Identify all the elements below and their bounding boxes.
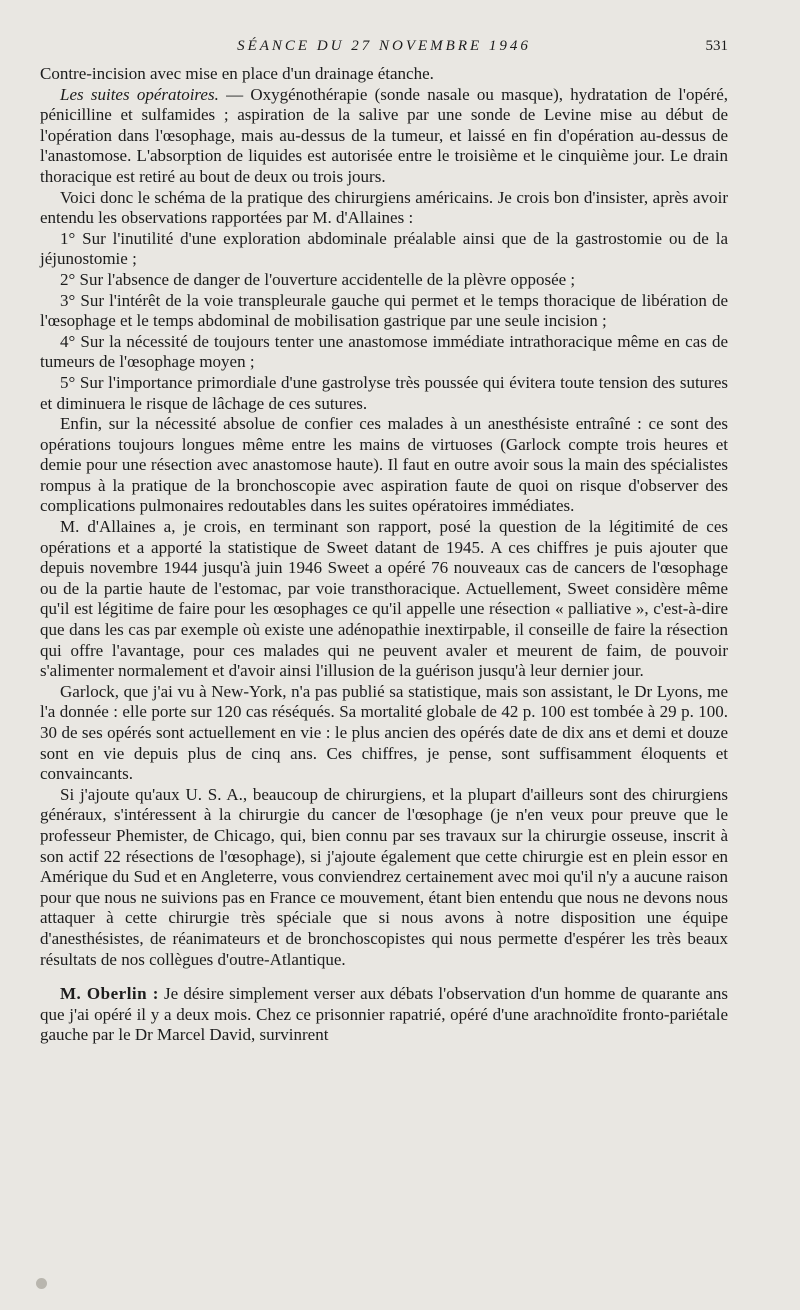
paragraph-text: 5° Sur l'importance primordiale d'une gastrolyse très poussée qui évitera toute tension des sutures et diminuera le risque de lâchage de ces sutures. [40,372,728,413]
list-item [40,332,728,373]
paragraph [40,984,728,1046]
paper-stain [36,1278,47,1289]
article-body [40,64,728,1046]
header-title: SÉANCE DU 27 NOVEMBRE 1946 [237,38,531,54]
running-header [40,38,728,64]
paragraph-text: Je désire simplement verser aux débats l'observation d'un homme de quarante ans que j'ai opéré il y a deux mois. Chez ce prisonnier rapatrié, opéré d'une arachnoïdite fronto-pariétale gauche par le Dr Marcel David, survinrent [40,984,728,1045]
list-item [40,270,728,291]
paragraph-text: Si j'ajoute qu'aux U. S. A., beaucoup de chirurgiens, et la plupart d'ailleurs sont des chirurgiens généraux, s'intéressent à la chirurgie du cancer de l'œsophage (je n'en veux pour preuve que le professeur Phemister, de Chicago, qui, bien connu par ses travaux sur la chirurgie osseuse, inscrit à son actif 22 résections de l'œsophage), si j'ajoute également que cette chirurgie est en plein essor en Amérique du Sud et en Angleterre, vous conviendrez certainement avec moi qu'il n'y a aucune raison pour que nous ne suivions pas en France ce mouvement, étant bien entendu que nous ne devons nous attaquer à cette chirurgie très spéciale que si nous avons à notre disposition une équipe d'anesthésistes, de réanimateurs et de bronchoscopistes qui nous permette d'espérer les très beaux résultats de nos collègues d'outre-Atlantique. [40,784,728,969]
paragraph-text: M. d'Allaines a, je crois, en terminant son rapport, posé la question de la légitimité de ces opérations et a apporté la statistique de Sweet datant de 1945. A ces chiffres je puis ajouter que depuis novembre 1944 jusqu'à juin 1946 Sweet a opéré 76 nouveaux cas de cancers de l'œsophage ou de la partie haute de l'estomac, par voie transthoracique. Actuellement, Sweet considère même qu'il est légitime de faire pour les œsophages ce qu'il appelle une résection « palliative », c'est-à-dire que dans les cas par exemple où existe une adénopathie inextirpable, il conseille de faire la résection qui offre l'avantage, pour ces malades qui ne peuvent avaler et meurent de faim, de pouvoir s'alimenter normalement et d'avoir ainsi l'illusion de la guérison jusqu'à leur dernier jour. [40,517,728,681]
paragraph [40,517,728,682]
paragraph [40,682,728,785]
paragraph-text: 2° Sur l'absence de danger de l'ouverture accidentelle de la plèvre opposée ; [60,269,576,289]
list-item [40,291,728,332]
list-item [40,229,728,270]
paragraph-text: Garlock, que j'ai vu à New-York, n'a pas publié sa statistique, mais son assistant, le Dr Lyons, me l'a donnée : elle porte sur 120 cas réséqués. Sa mortalité globale de 42 p. 100 est tombée à 29 p. 100. 30 de ses opérés sont actuellement en vie : le plus ancien des opérés date de dix ans et demi et douze sont en vie depuis plus de cinq ans. Ces chiffres, je pense, sont suffisamment éloquents et convaincants. [40,681,728,784]
paragraph-text: 4° Sur la nécessité de toujours tenter une anastomose immédiate intrathoracique même en cas de tumeurs de l'œsophage moyen ; [40,331,728,372]
paragraph [40,64,728,85]
paragraph-text: 1° Sur l'inutilité d'une exploration abdominale préalable ainsi que de la gastrostomie ou de la jéjunostomie ; [40,228,728,269]
paragraph-text: Voici donc le schéma de la pratique des chirurgiens américains. Je crois bon d'insister, après avoir entendu les observations rapportées par M. d'Allaines : [40,187,728,228]
section-lead: Les suites opératoires. [60,84,219,104]
list-item [40,373,728,414]
page-number: 531 [705,38,728,54]
paragraph [40,785,728,970]
paragraph-text: 3° Sur l'intérêt de la voie transpleurale gauche qui permet et le temps thoracique de libération de l'œsophage et le temps abdominal de mobilisation gastrique par une seule incision ; [40,290,728,331]
paragraph [40,85,728,188]
speaker-name: M. Oberlin : [60,984,159,1004]
paragraph-text: Contre-incision avec mise en place d'un drainage étanche. [40,64,434,83]
paragraph [40,414,728,517]
paragraph-text: — Oxygénothérapie (sonde nasale ou masque), hydratation de l'opéré, pénicilline et sulfamides ; aspiration de la salive par une sonde de Levine mise au début de l'opération dans l'œsophage, mais au-dessus de la tumeur, et laissé en fin d'opération au-dessus de l'anastomose. L'absorption de liquides est autorisée entre le troisième et le cinquième jour. Le drain thoracique est retiré au bout de deux ou trois jours. [40,84,729,186]
paragraph-text: Enfin, sur la nécessité absolue de confier ces malades à un anesthésiste entraîné : ce sont des opérations toujours longues même entre les mains de virtuoses (Garlock compte trois heures et demie pour une résection avec anastomose haute). Il faut en outre avoir sous la main des spécialistes rompus à la pratique de la bronchoscopie avec aspiration faute de quoi on risque d'observer des complications pulmonaires redoutables dans les suites opératoires immédiates. [40,414,728,516]
paragraph [40,188,728,229]
